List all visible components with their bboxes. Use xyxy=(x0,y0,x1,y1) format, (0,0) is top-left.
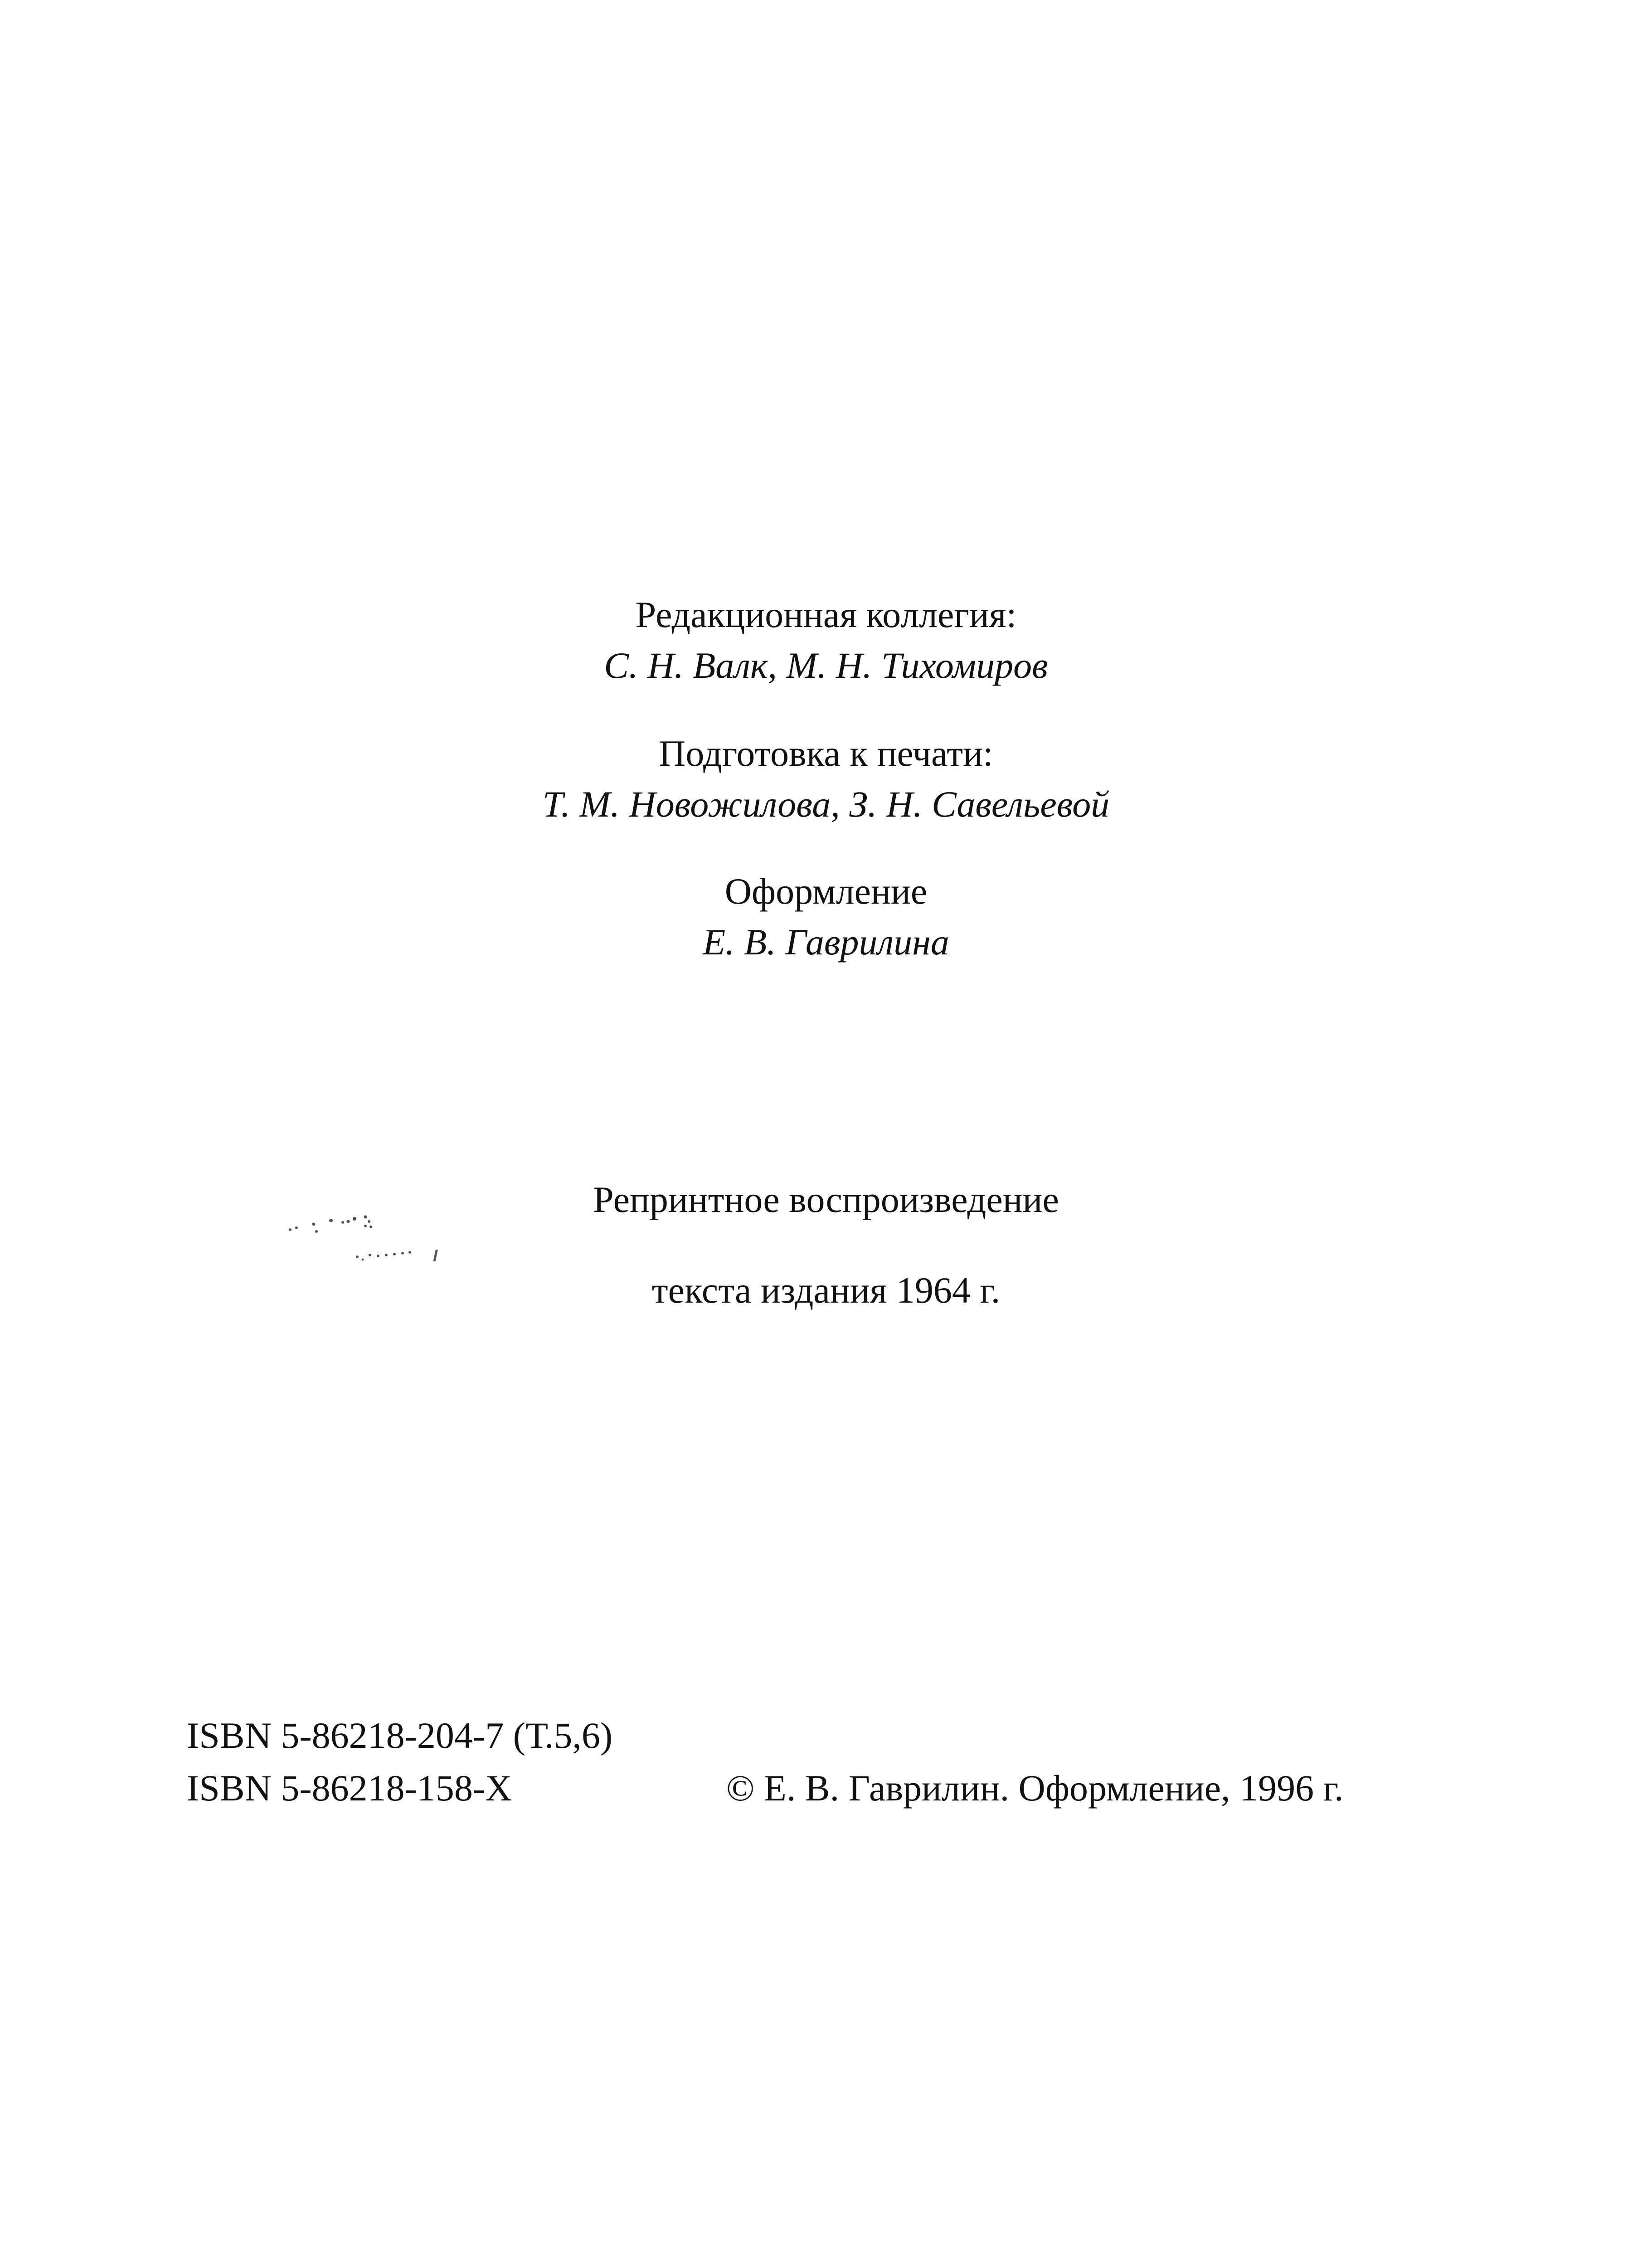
design-credit-names: Е. В. Гаврилина xyxy=(703,921,949,963)
editorial-board-heading: Редакционная коллегия: xyxy=(635,594,1017,635)
isbn-volume: ISBN 5-86218-204-7 (Т.5,6) xyxy=(187,1715,613,1756)
reprint-note xyxy=(0,1174,1652,1316)
design-credit-block xyxy=(0,866,1652,968)
isbn-block xyxy=(187,1709,612,1815)
editorial-board-names: С. Н. Валк, М. Н. Тихомиров xyxy=(604,645,1048,686)
print-preparation-block xyxy=(0,728,1652,830)
design-credit-heading: Оформление xyxy=(724,871,928,912)
copyright-notice: © Е. В. Гаврилин. Оформление, 1996 г. xyxy=(726,1767,1344,1809)
print-preparation-names: Т. М. Новожилова, З. Н. Савельевой xyxy=(542,783,1110,825)
reprint-note-line-1: Репринтное воспроизведение xyxy=(593,1179,1059,1220)
editorial-board-block xyxy=(0,589,1652,691)
print-preparation-heading: Подготовка к печати: xyxy=(659,733,993,774)
reprint-note-line-2: текста издания 1964 г. xyxy=(651,1270,1001,1311)
isbn-set: ISBN 5-86218-158-X xyxy=(187,1767,512,1809)
